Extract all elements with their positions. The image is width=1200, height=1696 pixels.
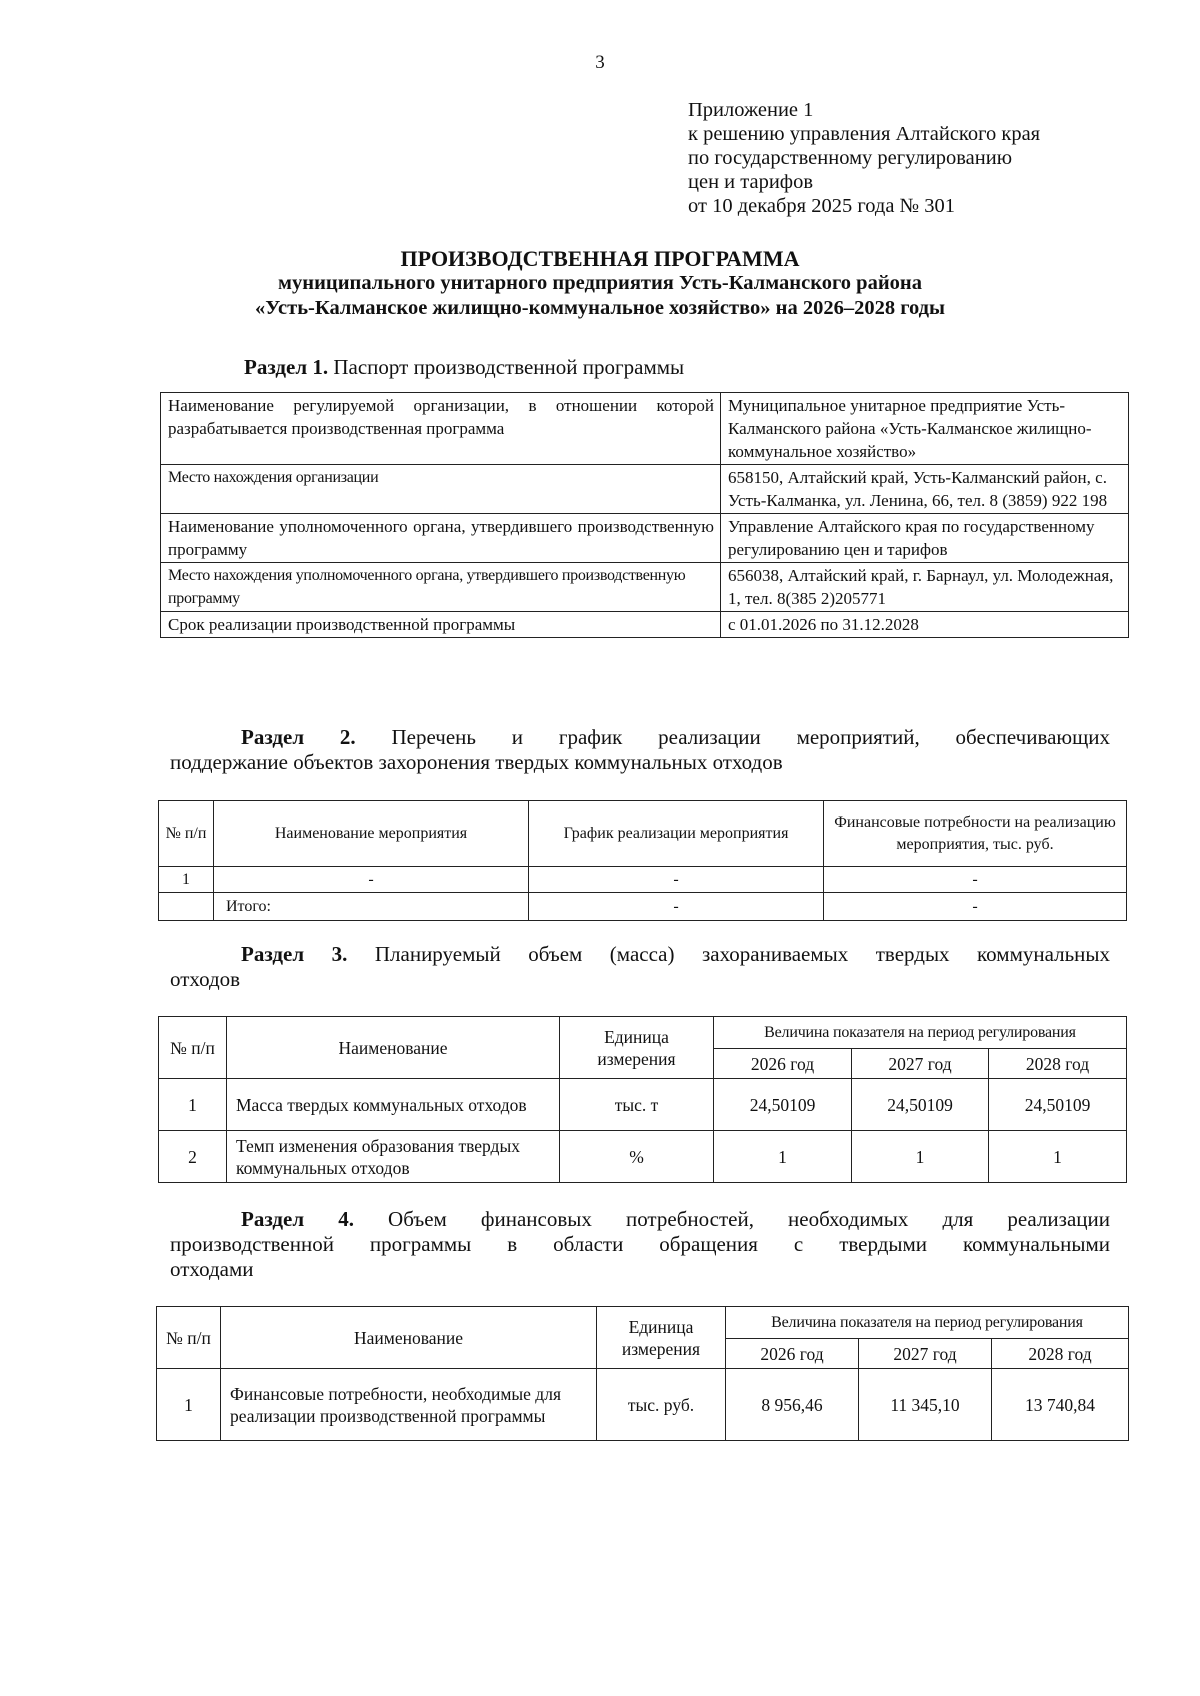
- cell-value: 24,50109: [714, 1079, 852, 1131]
- section-1-label: Раздел 1.: [244, 355, 329, 379]
- cell-name: Масса твердых коммунальных отходов: [227, 1079, 560, 1131]
- passport-key: Место нахождения организации: [161, 465, 721, 514]
- events-table: [158, 800, 1127, 921]
- col-header-name: Наименование мероприятия: [214, 801, 529, 867]
- section-3-line-1: [170, 942, 1110, 967]
- section-1-heading: [244, 355, 684, 380]
- cell-value: 1: [989, 1131, 1127, 1183]
- passport-value: 658150, Алтайский край, Усть-Калманский район, с. Усть-Калманка, ул. Ленина, 66, тел. 8 (3859) 922 198: [721, 465, 1129, 514]
- col-header-year: 2026 год: [726, 1339, 859, 1369]
- section-2-line-1: [170, 725, 1110, 750]
- table-total-row: [159, 893, 1127, 921]
- table-row: [161, 465, 1129, 514]
- cell-num: 1: [157, 1369, 221, 1441]
- section-4-text-second: производственной программы в области обращения с твердыми коммунальными: [170, 1232, 1110, 1256]
- cell-value: 24,50109: [852, 1079, 989, 1131]
- table-row: [161, 514, 1129, 563]
- appendix-line: от 10 декабря 2025 года № 301: [688, 195, 955, 217]
- col-header-year: 2028 год: [989, 1049, 1127, 1079]
- section-3-text-rest: отходов: [170, 967, 241, 991]
- table-row: [159, 1131, 1127, 1183]
- col-header-year: 2027 год: [852, 1049, 989, 1079]
- appendix-block: [688, 98, 1040, 218]
- col-header-year: 2026 год: [714, 1049, 852, 1079]
- cell-num: 2: [159, 1131, 227, 1183]
- appendix-line: по государственному регулированию: [688, 147, 1013, 169]
- cell-unit: %: [560, 1131, 714, 1183]
- col-header-num: № п/п: [159, 1017, 227, 1079]
- col-header-year: 2027 год: [859, 1339, 992, 1369]
- col-header-schedule: График реализации мероприятия: [529, 801, 824, 867]
- section-1-text: Паспорт производственной программы: [333, 355, 685, 379]
- cell-value: 13 740,84: [992, 1369, 1129, 1441]
- section-3-label: Раздел 3.: [241, 942, 348, 966]
- table-row: [157, 1369, 1129, 1441]
- section-4-text-first: Объем финансовых потребностей, необходимых для реализации: [388, 1207, 1110, 1231]
- passport-key: Срок реализации производственной программы: [161, 612, 721, 638]
- col-header-num: № п/п: [157, 1307, 221, 1369]
- volume-table: [158, 1016, 1127, 1183]
- cell-value: 1: [714, 1131, 852, 1183]
- table-row: [159, 1079, 1127, 1131]
- cell-name: Финансовые потребности, необходимые для реализации производственной программы: [221, 1369, 597, 1441]
- col-header-year: 2028 год: [992, 1339, 1129, 1369]
- cell-value: 1: [852, 1131, 989, 1183]
- section-2-text-rest: поддержание объектов захоронения твердых коммунальных отходов: [170, 750, 783, 774]
- cell-total-label: Итого:: [214, 893, 529, 921]
- table-row: [159, 867, 1127, 893]
- passport-value: 656038, Алтайский край, г. Барнаул, ул. Молодежная, 1, тел. 8(385 2)205771: [721, 563, 1129, 612]
- table-header-row: [157, 1307, 1129, 1339]
- section-4-line-1: [170, 1207, 1110, 1232]
- section-3-heading: [170, 942, 1110, 992]
- cell-unit: тыс. руб.: [597, 1369, 726, 1441]
- table-row: [161, 563, 1129, 612]
- col-header-period: Величина показателя на период регулирования: [714, 1017, 1127, 1049]
- section-2-text-first: Перечень и график реализации мероприятий, обеспечивающих: [391, 725, 1110, 749]
- cell-name: -: [214, 867, 529, 893]
- cell-num-empty: [159, 893, 214, 921]
- section-4-label: Раздел 4.: [241, 1207, 354, 1231]
- table-header-row: [159, 1017, 1127, 1049]
- col-header-name: Наименование: [227, 1017, 560, 1079]
- col-header-finance: Финансовые потребности на реализацию мероприятия, тыс. руб.: [824, 801, 1127, 867]
- appendix-line: Приложение 1: [688, 99, 814, 121]
- document-title: [150, 246, 1050, 321]
- table-header-row: [159, 801, 1127, 867]
- appendix-line: к решению управления Алтайского края: [688, 123, 1041, 145]
- passport-key: Наименование регулируемой организации, в отношении которой разрабатывается производственная программа: [161, 393, 721, 465]
- passport-key: Наименование уполномоченного органа, утвердившего производственную программу: [161, 514, 721, 563]
- col-header-name: Наименование: [221, 1307, 597, 1369]
- cell-finance: -: [824, 867, 1127, 893]
- passport-value: Управление Алтайского края по государственному регулированию цен и тарифов: [721, 514, 1129, 563]
- passport-value: с 01.01.2026 по 31.12.2028: [721, 612, 1129, 638]
- table-row: [161, 393, 1129, 465]
- page-number: 3: [595, 52, 605, 73]
- col-header-unit: Единица измерения: [560, 1017, 714, 1079]
- section-3-text-first: Планируемый объем (масса) захораниваемых твердых коммунальных: [374, 942, 1111, 966]
- col-header-period: Величина показателя на период регулирования: [726, 1307, 1129, 1339]
- col-header-num: № п/п: [159, 801, 214, 867]
- title-line-3: «Усть-Калманское жилищно-коммунальное хозяйство» на 2026–2028 годы: [254, 297, 946, 319]
- cell-total-finance: -: [824, 893, 1127, 921]
- section-2-heading: [170, 725, 1110, 775]
- cell-unit: тыс. т: [560, 1079, 714, 1131]
- title-line-1: ПРОИЗВОДСТВЕННАЯ ПРОГРАММА: [400, 246, 800, 271]
- title-line-2: муниципального унитарного предприятия Усть-Калманского района: [278, 272, 922, 294]
- passport-table: [160, 392, 1129, 638]
- cell-total-schedule: -: [529, 893, 824, 921]
- cell-value: 11 345,10: [859, 1369, 992, 1441]
- section-4-heading: [170, 1207, 1110, 1282]
- cell-value: 8 956,46: [726, 1369, 859, 1441]
- table-row: [161, 612, 1129, 638]
- appendix-line: цен и тарифов: [688, 171, 814, 193]
- cell-name: Темп изменения образования твердых коммунальных отходов: [227, 1131, 560, 1183]
- passport-value: Муниципальное унитарное предприятие Усть-Калманского района «Усть-Калманское жилищно-коммунальное хозяйство»: [721, 393, 1129, 465]
- col-header-unit: Единица измерения: [597, 1307, 726, 1369]
- cell-num: 1: [159, 867, 214, 893]
- cell-schedule: -: [529, 867, 824, 893]
- cell-num: 1: [159, 1079, 227, 1131]
- passport-key: Место нахождения уполномоченного органа, утвердившего производственную программу: [161, 563, 721, 612]
- finance-table: [156, 1306, 1129, 1441]
- section-2-label: Раздел 2.: [241, 725, 356, 749]
- section-4-text-rest: отходами: [170, 1257, 254, 1281]
- cell-value: 24,50109: [989, 1079, 1127, 1131]
